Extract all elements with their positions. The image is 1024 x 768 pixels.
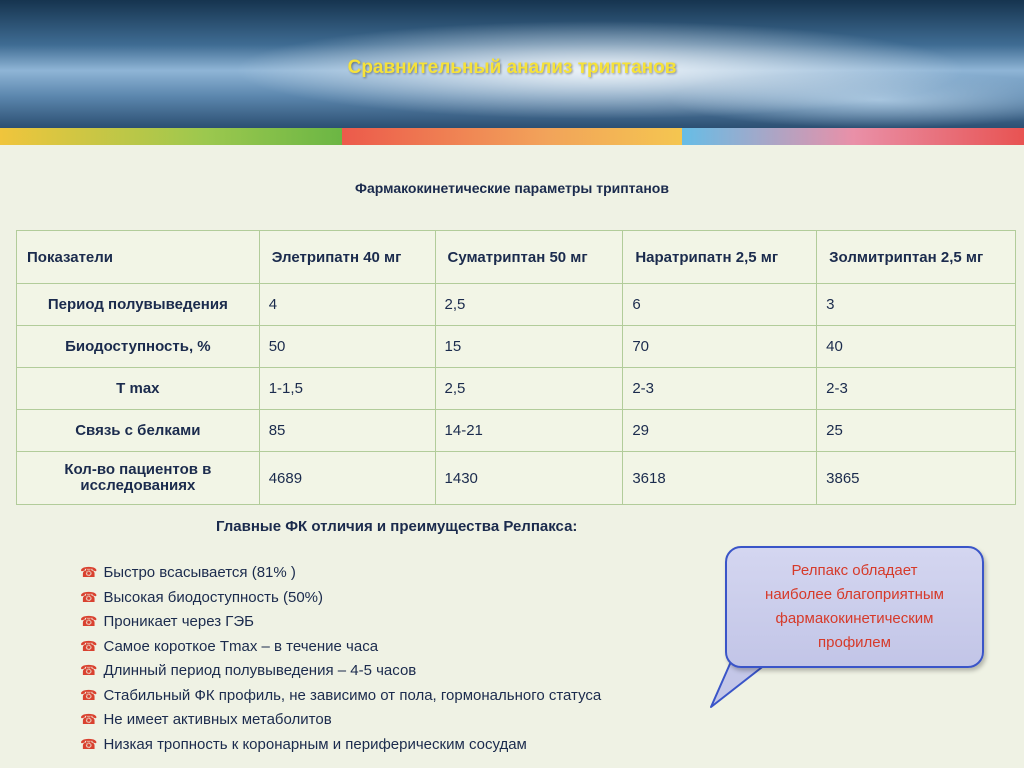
list-item [80,587,601,612]
table-cell: 2-3 [623,368,817,410]
list-item [80,734,601,759]
header-cell-sumatriptan: Суматриптан 50 мг [435,231,623,284]
callout-text [765,559,944,655]
list-item-text: Проникает через ГЭБ [103,613,255,630]
color-stripe-right [682,128,1024,145]
telephone-icon: ☎ [80,662,98,678]
table-cell: 3 [817,284,1016,326]
table-cell: 1430 [435,452,623,505]
table-cell: 40 [817,326,1016,368]
header-cell-zolmitriptan: Золмитриптан 2,5 мг [817,231,1016,284]
list-item-text: Длинный период полувыведения – 4-5 часов [103,662,417,679]
table-cell: 70 [623,326,817,368]
callout-line3: фармакокинетическим [775,610,934,627]
telephone-icon: ☎ [80,564,98,580]
row-label [17,452,260,505]
table-cell: 1-1,5 [259,368,435,410]
pharmacokinetics-table [16,230,1016,505]
row-label: Биодоступность, % [17,326,260,368]
row-label-line2: исследованиях [80,477,196,494]
header-cell-naratriptan: Наратрипатн 2,5 мг [623,231,817,284]
table-cell: 29 [623,410,817,452]
table-cell: 2,5 [435,368,623,410]
table-cell: 3618 [623,452,817,505]
list-item [80,685,601,710]
table-subtitle: Фармакокинетические параметры триптанов [355,180,669,196]
telephone-icon: ☎ [80,588,98,605]
list-item [80,709,601,734]
row-label: Связь с белками [17,410,260,452]
advantages-title: Главные ФК отличия и преимущества Релпакса: [216,518,578,535]
callout-bubble [725,546,984,668]
telephone-icon: ☎ [80,686,98,703]
table-row [17,284,1016,326]
list-item-text: Самое короткое Tmax – в течение часа [103,637,379,655]
callout-line1: Релпакс обладает [791,562,918,579]
telephone-icon: ☎ [80,637,98,654]
table-cell: 3865 [817,452,1016,505]
table-cell: 14-21 [435,410,623,452]
row-label: T max [17,368,260,410]
callout-line4: профилем [818,634,891,651]
table-row [17,326,1016,368]
list-item-text: Высокая биодоступность (50%) [103,588,324,606]
list-item [80,660,601,685]
telephone-icon: ☎ [80,735,98,752]
table-cell: 25 [817,410,1016,452]
slide-title: Сравнительный анализ триптанов [347,57,677,78]
table-cell: 50 [259,326,435,368]
advantages-list [80,562,601,758]
table-cell: 15 [435,326,623,368]
list-item [80,562,601,587]
list-item-text: Быстро всасывается (81% ) [103,564,296,581]
table-header-row [17,231,1016,284]
table-cell: 2-3 [817,368,1016,410]
table-row [17,452,1016,505]
table-cell: 4689 [259,452,435,505]
row-label: Период полувыведения [17,284,260,326]
telephone-icon: ☎ [80,711,98,727]
list-item [80,636,601,661]
list-item-text: Низкая тропность к коронарным и периферическим сосудам [103,735,527,753]
callout-line2: наиболее благоприятным [765,586,944,603]
list-item-text: Стабильный ФК профиль, не зависимо от пола, гормонального статуса [103,686,602,704]
telephone-icon: ☎ [80,613,98,629]
table-cell: 85 [259,410,435,452]
table-row [17,410,1016,452]
table-cell: 4 [259,284,435,326]
slide-header [0,0,1024,128]
table-cell: 6 [623,284,817,326]
table-cell: 2,5 [435,284,623,326]
header-cell-parameter: Показатели [17,231,260,284]
row-label-line1: Кол-во пациентов в [64,461,212,478]
color-stripe-middle [342,128,682,145]
list-item [80,611,601,636]
table-row [17,368,1016,410]
list-item-text: Не имеет активных метаболитов [103,711,332,728]
color-stripe-left [0,128,342,145]
header-cell-eletriptan: Элетрипатн 40 мг [259,231,435,284]
